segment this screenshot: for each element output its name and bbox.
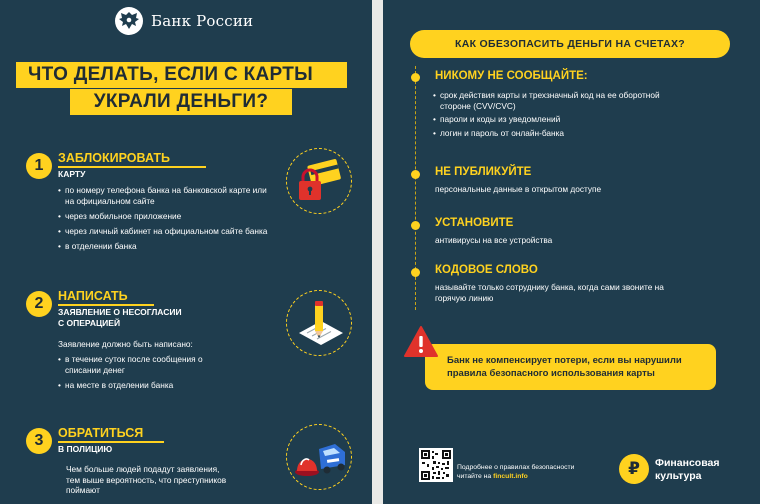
- qr-caption-prefix: читайте на: [457, 473, 494, 480]
- section-header: КАК ОБЕЗОПАСИТЬ ДЕНЬГИ НА СЧЕТАХ?: [410, 30, 730, 58]
- timeline-dot: [411, 221, 420, 230]
- step-2-bullet-list: [58, 354, 238, 395]
- step-1-bullet-list: [58, 185, 268, 256]
- tip-text: персональные данные в открытом доступе: [435, 184, 602, 194]
- headline-line-1: ЧТО ДЕЛАТЬ, ЕСЛИ С КАРТЫ: [16, 62, 347, 88]
- step-3-text: Чем больше людей подадут заявления, тем выше вероятность, что преступников поймают: [66, 464, 227, 495]
- step-title: ЗАБЛОКИРОВАТЬ: [58, 151, 170, 165]
- qr-caption-line-1: Подробнее о правилах безопасности: [457, 464, 575, 471]
- bank-card-lock-icon: [286, 148, 352, 214]
- tip-title-install: УСТАНОВИТЕ: [435, 217, 514, 229]
- step-title-underline: [58, 441, 164, 443]
- list-item: • через мобильное приложение: [58, 211, 268, 222]
- ruble-logo-icon: ₽: [619, 454, 649, 484]
- step-title-underline: [58, 166, 206, 168]
- document-pencil-icon: [286, 290, 352, 356]
- page-gutter: [372, 0, 383, 504]
- step-subtitle: КАРТУ: [58, 169, 86, 179]
- list-item: • в отделении банка: [58, 241, 268, 252]
- tip-text: называйте только сотруднику банка, когда сами звоните на горячую линию: [435, 282, 664, 303]
- step-subtitle-line-2: С ОПЕРАЦИЕЙ: [58, 318, 121, 328]
- warning-box: Банк не компенсирует потери, если вы нарушили правила безопасного использования карты: [425, 344, 716, 390]
- logo-line-2: культура: [655, 469, 702, 482]
- headline-line-2: УКРАЛИ ДЕНЬГИ?: [70, 89, 292, 115]
- list-item: • срок действия карты и трехзначный код на ее оборотной стороне (CVV/CVC): [433, 90, 681, 111]
- police-car-icon: [286, 424, 352, 490]
- tip-text: антивирусы на все устройства: [435, 235, 553, 245]
- bank-of-russia-brand: [114, 6, 253, 36]
- step-title: ОБРАТИТЬСЯ: [58, 426, 144, 440]
- timeline-dot: [411, 268, 420, 277]
- left-panel: [0, 0, 372, 504]
- list-item: • в течение суток после сообщения о списании денег: [58, 354, 238, 375]
- step-2-intro: Заявление должно быть написано:: [58, 339, 193, 349]
- financial-culture-logo-text: [655, 457, 719, 482]
- step-number: 1: [26, 153, 52, 179]
- warning-icon: [403, 325, 439, 359]
- step-number: 2: [26, 291, 52, 317]
- list-item: • через личный кабинет на официальном сайте банка: [58, 226, 268, 237]
- timeline-dot: [411, 170, 420, 179]
- step-number: 3: [26, 428, 52, 454]
- brand-name: Банк России: [151, 12, 254, 30]
- qr-caption-line-2: [457, 472, 574, 481]
- step-title: НАПИСАТЬ: [58, 289, 128, 303]
- qr-caption: [457, 463, 574, 481]
- list-item: • пароли и коды из уведомлений: [433, 114, 681, 125]
- fincult-link[interactable]: fincult.info: [493, 473, 528, 480]
- tip-title-do-not-share: НИКОМУ НЕ СООБЩАЙТЕ:: [435, 70, 588, 82]
- double-headed-eagle-icon: [114, 6, 144, 36]
- list-item: • логин и пароль от онлайн-банка: [433, 128, 681, 139]
- timeline-dot: [411, 73, 420, 82]
- step-subtitle: В ПОЛИЦИЮ: [58, 444, 113, 454]
- logo-line-1: Финансовая: [655, 457, 720, 469]
- step-subtitle-line-1: ЗАЯВЛЕНИЕ О НЕСОГЛАСИИ: [58, 307, 182, 317]
- tip-title-do-not-publish: НЕ ПУБЛИКУЙТЕ: [435, 166, 532, 178]
- list-item: • по номеру телефона банка на банковской карте или на официальном сайте: [58, 185, 268, 206]
- tip-1-bullet-list: [433, 90, 681, 141]
- step-title-underline: [58, 304, 154, 306]
- qr-code[interactable]: [419, 448, 453, 482]
- tip-title-code-word: КОДОВОЕ СЛОВО: [435, 264, 538, 276]
- right-panel: [383, 0, 760, 504]
- qr-code-icon: [421, 450, 451, 480]
- list-item: • на месте в отделении банка: [58, 380, 238, 391]
